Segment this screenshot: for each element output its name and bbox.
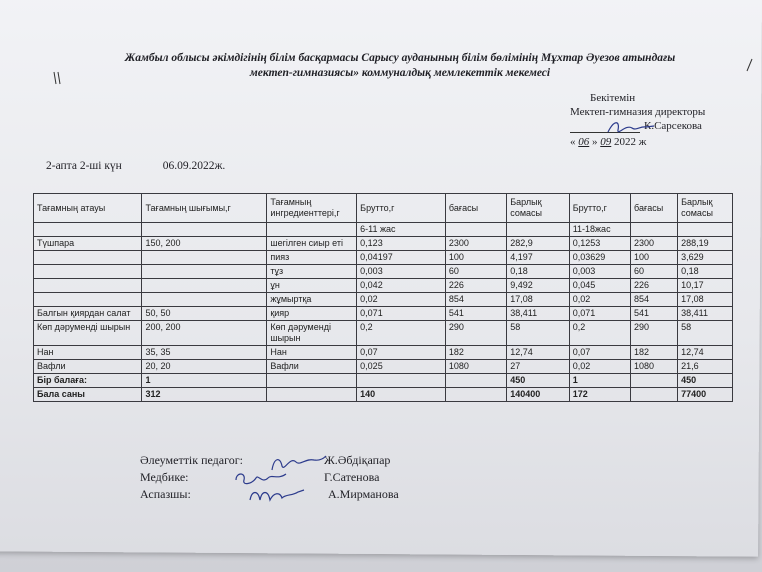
table-cell: Балгын қиярдан салат — [34, 307, 142, 321]
table-cell: 541 — [445, 307, 506, 321]
header-line-1: Жамбыл облысы әкімдігінің білім басқармасы Сарысу ауданының білім бөлімінің Мұхтар Әуезов атындағы — [124, 52, 676, 64]
table-cell: 0,07 — [357, 346, 446, 360]
nurse-name: Г.Сатенова — [324, 470, 380, 484]
director-name: К.Сарсекова — [644, 120, 702, 132]
table-row — [34, 293, 733, 307]
table-cell: 38,411 — [507, 307, 569, 321]
table-cell: 0,123 — [357, 237, 446, 251]
table-cell — [631, 388, 678, 402]
date-year: 2022 ж — [614, 136, 647, 148]
date-month: 09 — [600, 136, 612, 148]
table-cell: 182 — [631, 346, 678, 360]
table-header-row — [34, 194, 733, 223]
table-cell — [142, 293, 267, 307]
table-cell: 0,042 — [357, 279, 446, 293]
table-cell — [357, 374, 446, 388]
per-child-total-row — [34, 374, 733, 388]
social-pedagogue-role: Әлеуметтік педагог: — [140, 453, 243, 467]
table-row — [34, 265, 733, 279]
table-cell: 35, 35 — [142, 346, 267, 360]
table-cell: 60 — [631, 265, 678, 279]
table-cell: 58 — [507, 321, 569, 346]
table-cell: 0,2 — [357, 321, 446, 346]
table-cell: 200, 200 — [142, 321, 267, 346]
header-line-2: мектеп-гимназиясы» коммуналдық мемлекеттік мекемесі — [249, 67, 551, 79]
table-cell: Түшпара — [34, 237, 142, 251]
table-cell: 4,197 — [507, 251, 569, 265]
table-cell: 10,17 — [678, 279, 733, 293]
table-cell: 288,19 — [678, 237, 733, 251]
table-cell — [142, 279, 267, 293]
table-cell: 282,9 — [507, 237, 569, 251]
table-cell — [142, 265, 267, 279]
table-cell: 854 — [631, 293, 678, 307]
table-cell — [34, 293, 142, 307]
table-cell: 0,04197 — [357, 251, 446, 265]
table-cell: 0,045 — [569, 279, 630, 293]
table-cell — [142, 251, 267, 265]
table-cell: 0,025 — [357, 360, 446, 374]
table-cell: 9,492 — [507, 279, 569, 293]
table-cell: 0,07 — [569, 346, 630, 360]
table-cell: 50, 50 — [142, 307, 267, 321]
table-cell: 0,003 — [357, 265, 446, 279]
table-cell: 450 — [678, 374, 733, 388]
table-cell: 1 — [569, 374, 630, 388]
table-cell: 1080 — [631, 360, 678, 374]
table-cell: 17,08 — [507, 293, 569, 307]
table-cell: Вафли — [267, 360, 357, 374]
table-cell: 1080 — [445, 360, 506, 374]
cook-role: Аспазшы: — [140, 487, 191, 501]
header-cell: Брутто,г — [357, 194, 446, 223]
table-cell — [267, 388, 357, 402]
table-cell — [34, 279, 142, 293]
table-cell: 290 — [445, 321, 506, 346]
table-cell: 182 — [445, 346, 506, 360]
table-cell: қияр — [267, 307, 357, 321]
table-cell: ұн — [267, 279, 357, 293]
table-cell: 0,18 — [678, 265, 733, 279]
day-label — [46, 160, 225, 172]
age-group-junior: 6-11 жас — [357, 223, 446, 237]
table-cell: 0,003 — [569, 265, 630, 279]
table-cell: 0,071 — [569, 307, 630, 321]
table-cell: Вафли — [34, 360, 142, 374]
table-cell: 58 — [678, 321, 733, 346]
table-cell — [267, 374, 357, 388]
header-cell: Тағамның ингредиенттері,г — [267, 194, 357, 223]
table-cell — [445, 374, 506, 388]
table-row — [34, 237, 733, 251]
table-cell: 150, 200 — [142, 237, 267, 251]
table-cell: 21,6 — [678, 360, 733, 374]
table-cell: 312 — [142, 388, 267, 402]
table-cell: 2300 — [445, 237, 506, 251]
pen-tick-mark — [745, 57, 755, 73]
table-cell: 100 — [631, 251, 678, 265]
table-cell: жұмыртқа — [267, 293, 357, 307]
table-cell: 38,411 — [678, 307, 733, 321]
director-signature — [606, 118, 656, 142]
table-cell: 0,18 — [507, 265, 569, 279]
nurse-role: Медбике: — [140, 470, 189, 484]
age-group-row — [34, 223, 733, 237]
table-cell: 3,629 — [678, 251, 733, 265]
table-cell: Бір балаға: — [34, 374, 142, 388]
date-quote-open: « — [570, 136, 576, 148]
table-row — [34, 251, 733, 265]
table-cell: Көп дәруменді шырын — [267, 321, 357, 346]
cook-name: А.Мирманова — [328, 487, 399, 501]
header-cell: Тағамның атауы — [34, 194, 142, 223]
age-group-senior: 11-18жас — [569, 223, 630, 237]
table-cell: шегілген сиыр еті — [267, 237, 357, 251]
table-cell: 60 — [445, 265, 506, 279]
week-day: 2-апта 2-ші күн — [46, 160, 122, 172]
table-cell: 450 — [507, 374, 569, 388]
table-cell: Нан — [267, 346, 357, 360]
table-cell: 77400 — [678, 388, 733, 402]
table-row — [34, 346, 733, 360]
table-cell: Бала саны — [34, 388, 142, 402]
table-cell: пияз — [267, 251, 357, 265]
table-cell: 140400 — [507, 388, 569, 402]
table-cell: 12,74 — [678, 346, 733, 360]
menu-date: 06.09.2022ж. — [162, 160, 226, 172]
cook-signature — [246, 484, 306, 508]
date-day: 06 — [578, 136, 590, 148]
approval-title: Бекітемін — [590, 92, 636, 104]
table-cell: 140 — [357, 388, 446, 402]
table-row — [34, 279, 733, 293]
table-row — [34, 321, 733, 346]
table-cell — [631, 374, 678, 388]
table-cell: 100 — [445, 251, 506, 265]
table-cell: 2300 — [631, 237, 678, 251]
social-pedagogue-name: Ж.Әбдіқапар — [324, 453, 391, 467]
table-row — [34, 307, 733, 321]
table-cell — [445, 388, 506, 402]
children-count-row — [34, 388, 733, 402]
header-cell: Тағамның шығымы,г — [142, 194, 267, 223]
table-row — [34, 360, 733, 374]
table-cell: Нан — [34, 346, 142, 360]
table-cell: 0,2 — [569, 321, 630, 346]
pen-tick-mark — [52, 70, 62, 86]
header-cell: Барлық сомасы — [678, 194, 733, 223]
table-cell: 290 — [631, 321, 678, 346]
table-cell: 0,02 — [357, 293, 446, 307]
table-cell: 226 — [445, 279, 506, 293]
table-cell: 0,071 — [357, 307, 446, 321]
table-cell: 0,02 — [569, 293, 630, 307]
table-cell — [34, 251, 142, 265]
table-cell: тұз — [267, 265, 357, 279]
table-cell: 1 — [142, 374, 267, 388]
menu-table — [33, 193, 733, 402]
date-quote-close: » — [592, 136, 598, 148]
table-cell: 0,02 — [569, 360, 630, 374]
table-cell: 17,08 — [678, 293, 733, 307]
table-cell: 0,1253 — [569, 237, 630, 251]
table-cell: 27 — [507, 360, 569, 374]
table-cell: 226 — [631, 279, 678, 293]
header-cell: бағасы — [445, 194, 506, 223]
table-cell — [34, 265, 142, 279]
header-cell: Брутто,г — [569, 194, 630, 223]
table-cell: Көп дәруменді шырын — [34, 321, 142, 346]
header-cell: Барлық сомасы — [507, 194, 569, 223]
approval-position: Мектеп-гимназия директоры — [570, 106, 706, 118]
table-cell: 172 — [569, 388, 630, 402]
table-cell: 20, 20 — [142, 360, 267, 374]
table-cell: 0,03629 — [569, 251, 630, 265]
table-cell: 854 — [445, 293, 506, 307]
table-cell: 12,74 — [507, 346, 569, 360]
header-cell: бағасы — [631, 194, 678, 223]
document-header — [70, 51, 730, 81]
table-cell: 541 — [631, 307, 678, 321]
